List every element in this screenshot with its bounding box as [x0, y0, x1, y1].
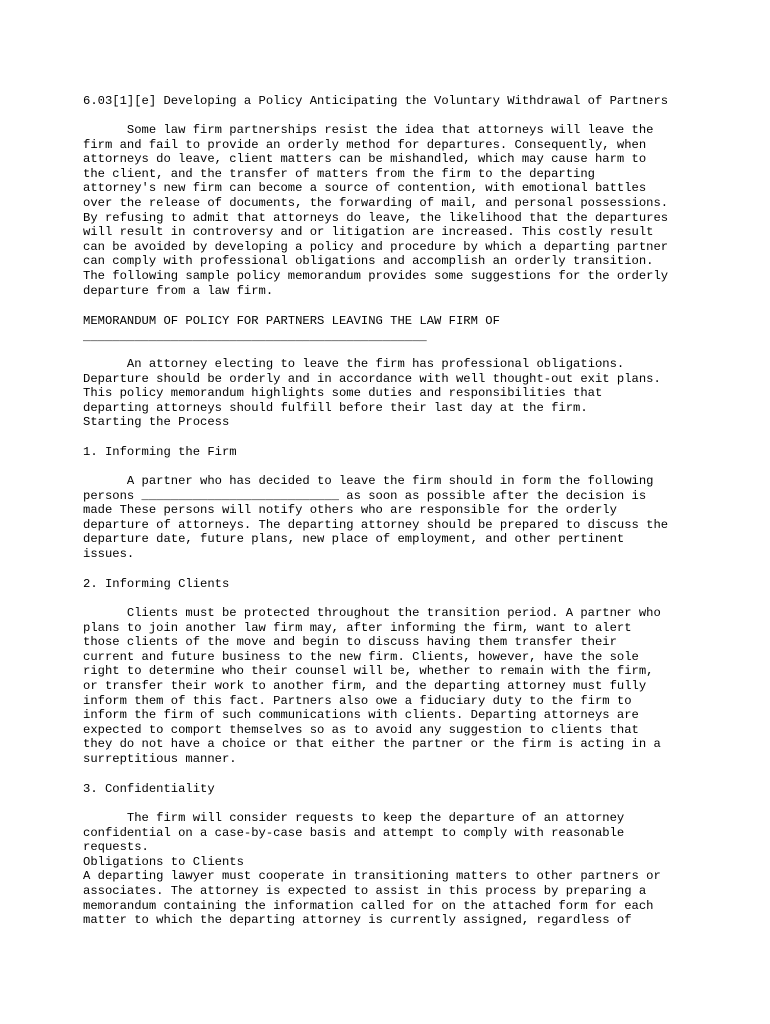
section-1-heading: 1. Informing the Firm	[83, 445, 237, 459]
text-line: current and future business to the new firm. Clients, however, have the sole	[83, 649, 639, 664]
text-line: A departing lawyer must cooperate in transitioning matters to other partners or	[83, 869, 661, 884]
text-line: Obligations to Clients	[83, 854, 244, 869]
text-line: inform them of this fact. Partners also owe a fiduciary duty to the firm to	[83, 693, 632, 708]
text-line: will result in controversy and or litigation are increased. This costly result	[83, 225, 654, 240]
text-line: The following sample policy memorandum provides some suggestions for the orderly	[83, 269, 669, 283]
memo-heading: MEMORANDUM OF POLICY FOR PARTNERS LEAVING THE LAW FIRM OF	[83, 314, 500, 328]
text-line: departure of attorneys. The departing attorney should be prepared to discuss the	[83, 517, 669, 532]
text-line: memorandum containing the information called for on the attached form for each	[83, 898, 654, 913]
text-line: An attorney electing to leave the firm has professional obligations.	[83, 357, 625, 371]
text-line: Departure should be orderly and in accordance with well thought-out exit plans.	[83, 371, 661, 386]
text-line: The firm will consider requests to keep the departure of an attorney	[83, 811, 625, 825]
text-line: attorney's new firm can become a source of contention, with emotional battles	[83, 181, 647, 196]
text-line: inform the firm of such communications with clients. Departing attorneys are	[83, 708, 639, 723]
text-line: they do not have a choice or that either the partner or the firm is acting in a	[83, 737, 661, 752]
text-line: By refusing to admit that attorneys do leave, the likelihood that the departures	[83, 210, 669, 225]
text-line: departure from a law firm.	[83, 283, 274, 298]
text-line: right to determine who their counsel will be, whether to remain with the firm,	[83, 664, 654, 679]
text-line: plans to join another law firm may, after informing the firm, want to alert	[83, 620, 632, 635]
text-line: those clients of the move and begin to discuss having them transfer their	[83, 635, 617, 650]
text-line: associates. The attorney is expected to assist in this process by preparing a	[83, 884, 647, 898]
text-line: made These persons will notify others who are responsible for the orderly	[83, 503, 617, 518]
text-line: matter to which the departing attorney is currently assigned, regardless of	[83, 913, 632, 928]
text-line: Starting the Process	[83, 415, 230, 430]
text-line: firm and fail to provide an orderly method for departures. Consequently, when	[83, 137, 647, 152]
text-line: issues.	[83, 547, 135, 561]
memo-firm-name-blank: _______________________________________________	[83, 330, 427, 344]
text-line: attorneys do leave, client matters can be mishandled, which may cause harm to	[83, 152, 647, 167]
section-3-heading: 3. Confidentiality	[83, 782, 215, 796]
text-line: departing attorneys should fulfill before their last day at the firm.	[83, 400, 588, 415]
text-line: over the release of documents, the forwarding of mail, and personal possessions.	[83, 196, 669, 210]
text-line: Some law firm partnerships resist the idea that attorneys will leave the	[83, 123, 654, 137]
text-line: Clients must be protected throughout the transition period. A partner who	[83, 606, 661, 620]
text-line: surreptitious manner.	[83, 752, 237, 766]
text-line: can comply with professional obligations and accomplish an orderly transition.	[83, 254, 654, 269]
text-line: A partner who has decided to leave the firm should in form the following	[83, 474, 654, 488]
text-line: requests.	[83, 840, 149, 855]
text-line: departure date, future plans, new place of employment, and other pertinent	[83, 532, 625, 547]
text-line: expected to comport themselves so as to avoid any suggestion to clients that	[83, 722, 639, 737]
text-line: This policy memorandum highlights some duties and responsibilities that	[83, 386, 603, 401]
text-line: can be avoided by developing a policy and procedure by which a departing partner	[83, 239, 669, 254]
text-line: the client, and the transfer of matters from the firm to the departing	[83, 166, 595, 181]
text-line: persons ___________________________ as soon as possible after the decision is	[83, 488, 647, 503]
section-title: 6.03[1][e] Developing a Policy Anticipating the Voluntary Withdrawal of Partners	[83, 94, 669, 108]
section-2-heading: 2. Informing Clients	[83, 577, 230, 591]
text-line: confidential on a case-by-case basis and attempt to comply with reasonable	[83, 825, 625, 840]
text-line: or transfer their work to another firm, and the departing attorney must fully	[83, 679, 647, 693]
